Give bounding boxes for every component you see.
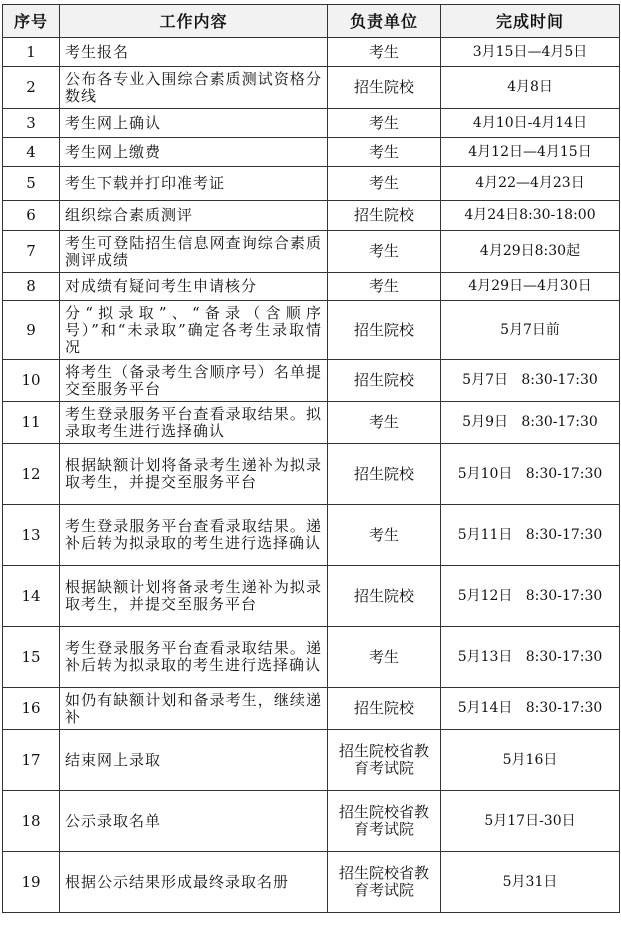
completion-time: 5月31日	[441, 852, 620, 913]
table-row	[3, 138, 620, 167]
responsible-unit: 考生	[328, 231, 441, 273]
task-content: 公示录取名单	[60, 791, 328, 852]
task-content: 根据缺额计划将备录考生递补为拟录取考生，并提交至服务平台	[60, 444, 328, 505]
row-number: 16	[3, 688, 60, 730]
responsible-unit: 招生院校	[328, 566, 441, 627]
table-row	[3, 360, 620, 402]
responsible-unit: 招生院校省教育考试院	[328, 730, 441, 791]
row-number: 11	[3, 402, 60, 444]
completion-time: 5月7日 8:30-17:30	[441, 360, 620, 402]
responsible-unit: 考生	[328, 627, 441, 688]
completion-time: 4月29日—4月30日	[441, 273, 620, 301]
responsible-unit: 考生	[328, 167, 441, 201]
table-row	[3, 852, 620, 913]
header-row	[3, 5, 620, 38]
header-no: 序号	[3, 5, 60, 38]
task-content: 对成绩有疑问考生申请核分	[60, 273, 328, 301]
task-content: 如仍有缺额计划和备录考生，继续递补	[60, 688, 328, 730]
task-content: 考生登录服务平台查看录取结果。递补后转为拟录取的考生进行选择确认	[60, 505, 328, 566]
task-content: 分“拟录取”、“备录（含顺序号）”和“未录取”确定各考生录取情况	[60, 301, 328, 360]
row-number: 12	[3, 444, 60, 505]
completion-time: 4月8日	[441, 67, 620, 109]
table-row	[3, 505, 620, 566]
responsible-unit: 招生院校	[328, 67, 441, 109]
table-row	[3, 627, 620, 688]
responsible-unit: 考生	[328, 505, 441, 566]
row-number: 1	[3, 38, 60, 67]
table-row	[3, 109, 620, 138]
responsible-unit: 招生院校省教育考试院	[328, 852, 441, 913]
row-number: 5	[3, 167, 60, 201]
task-content: 根据缺额计划将备录考生递补为拟录取考生，并提交至服务平台	[60, 566, 328, 627]
completion-time: 5月17日-30日	[441, 791, 620, 852]
completion-time: 5月10日 8:30-17:30	[441, 444, 620, 505]
responsible-unit: 考生	[328, 38, 441, 67]
task-content: 根据公示结果形成最终录取名册	[60, 852, 328, 913]
task-content: 考生网上缴费	[60, 138, 328, 167]
row-number: 19	[3, 852, 60, 913]
row-number: 7	[3, 231, 60, 273]
completion-time: 5月16日	[441, 730, 620, 791]
row-number: 10	[3, 360, 60, 402]
row-number: 6	[3, 201, 60, 231]
row-number: 8	[3, 273, 60, 301]
task-content: 组织综合素质测评	[60, 201, 328, 231]
completion-time: 4月10日-4月14日	[441, 109, 620, 138]
task-content: 公布各专业入围综合素质测试资格分数线	[60, 67, 328, 109]
completion-time: 5月7日前	[441, 301, 620, 360]
task-content: 考生可登陆招生信息网查询综合素质测评成绩	[60, 231, 328, 273]
row-number: 14	[3, 566, 60, 627]
row-number: 15	[3, 627, 60, 688]
task-content: 考生登录服务平台查看录取结果。拟录取考生进行选择确认	[60, 402, 328, 444]
task-content: 考生报名	[60, 38, 328, 67]
responsible-unit: 考生	[328, 109, 441, 138]
table-body	[3, 38, 620, 913]
completion-time: 5月13日 8:30-17:30	[441, 627, 620, 688]
responsible-unit: 考生	[328, 138, 441, 167]
row-number: 17	[3, 730, 60, 791]
task-content: 考生网上确认	[60, 109, 328, 138]
completion-time: 5月12日 8:30-17:30	[441, 566, 620, 627]
responsible-unit: 招生院校	[328, 360, 441, 402]
table-row	[3, 730, 620, 791]
completion-time: 4月22—4月23日	[441, 167, 620, 201]
table-row	[3, 231, 620, 273]
completion-time: 5月14日 8:30-17:30	[441, 688, 620, 730]
task-content: 结束网上录取	[60, 730, 328, 791]
table-row	[3, 201, 620, 231]
row-number: 3	[3, 109, 60, 138]
responsible-unit: 招生院校	[328, 688, 441, 730]
header-unit: 负责单位	[328, 5, 441, 38]
task-content: 考生登录服务平台查看录取结果。递补后转为拟录取的考生进行选择确认	[60, 627, 328, 688]
schedule-table	[2, 4, 620, 913]
completion-time: 4月24日8:30-18:00	[441, 201, 620, 231]
row-number: 13	[3, 505, 60, 566]
row-number: 4	[3, 138, 60, 167]
header-task: 工作内容	[60, 5, 328, 38]
table-row	[3, 402, 620, 444]
row-number: 9	[3, 301, 60, 360]
table-row	[3, 167, 620, 201]
table-row	[3, 301, 620, 360]
table-row	[3, 38, 620, 67]
responsible-unit: 招生院校省教育考试院	[328, 791, 441, 852]
table-row	[3, 273, 620, 301]
responsible-unit: 考生	[328, 402, 441, 444]
header-time: 完成时间	[441, 5, 620, 38]
completion-time: 4月29日8:30起	[441, 231, 620, 273]
completion-time: 5月9日 8:30-17:30	[441, 402, 620, 444]
row-number: 18	[3, 791, 60, 852]
table-row	[3, 688, 620, 730]
table-row	[3, 444, 620, 505]
responsible-unit: 招生院校	[328, 201, 441, 231]
row-number: 2	[3, 67, 60, 109]
completion-time: 5月11日 8:30-17:30	[441, 505, 620, 566]
responsible-unit: 考生	[328, 273, 441, 301]
completion-time: 3月15日—4月5日	[441, 38, 620, 67]
table-row	[3, 566, 620, 627]
responsible-unit: 招生院校	[328, 444, 441, 505]
table-row	[3, 791, 620, 852]
task-content: 将考生（备录考生含顺序号）名单提交至服务平台	[60, 360, 328, 402]
completion-time: 4月12日—4月15日	[441, 138, 620, 167]
responsible-unit: 招生院校	[328, 301, 441, 360]
table-row	[3, 67, 620, 109]
task-content: 考生下载并打印准考证	[60, 167, 328, 201]
